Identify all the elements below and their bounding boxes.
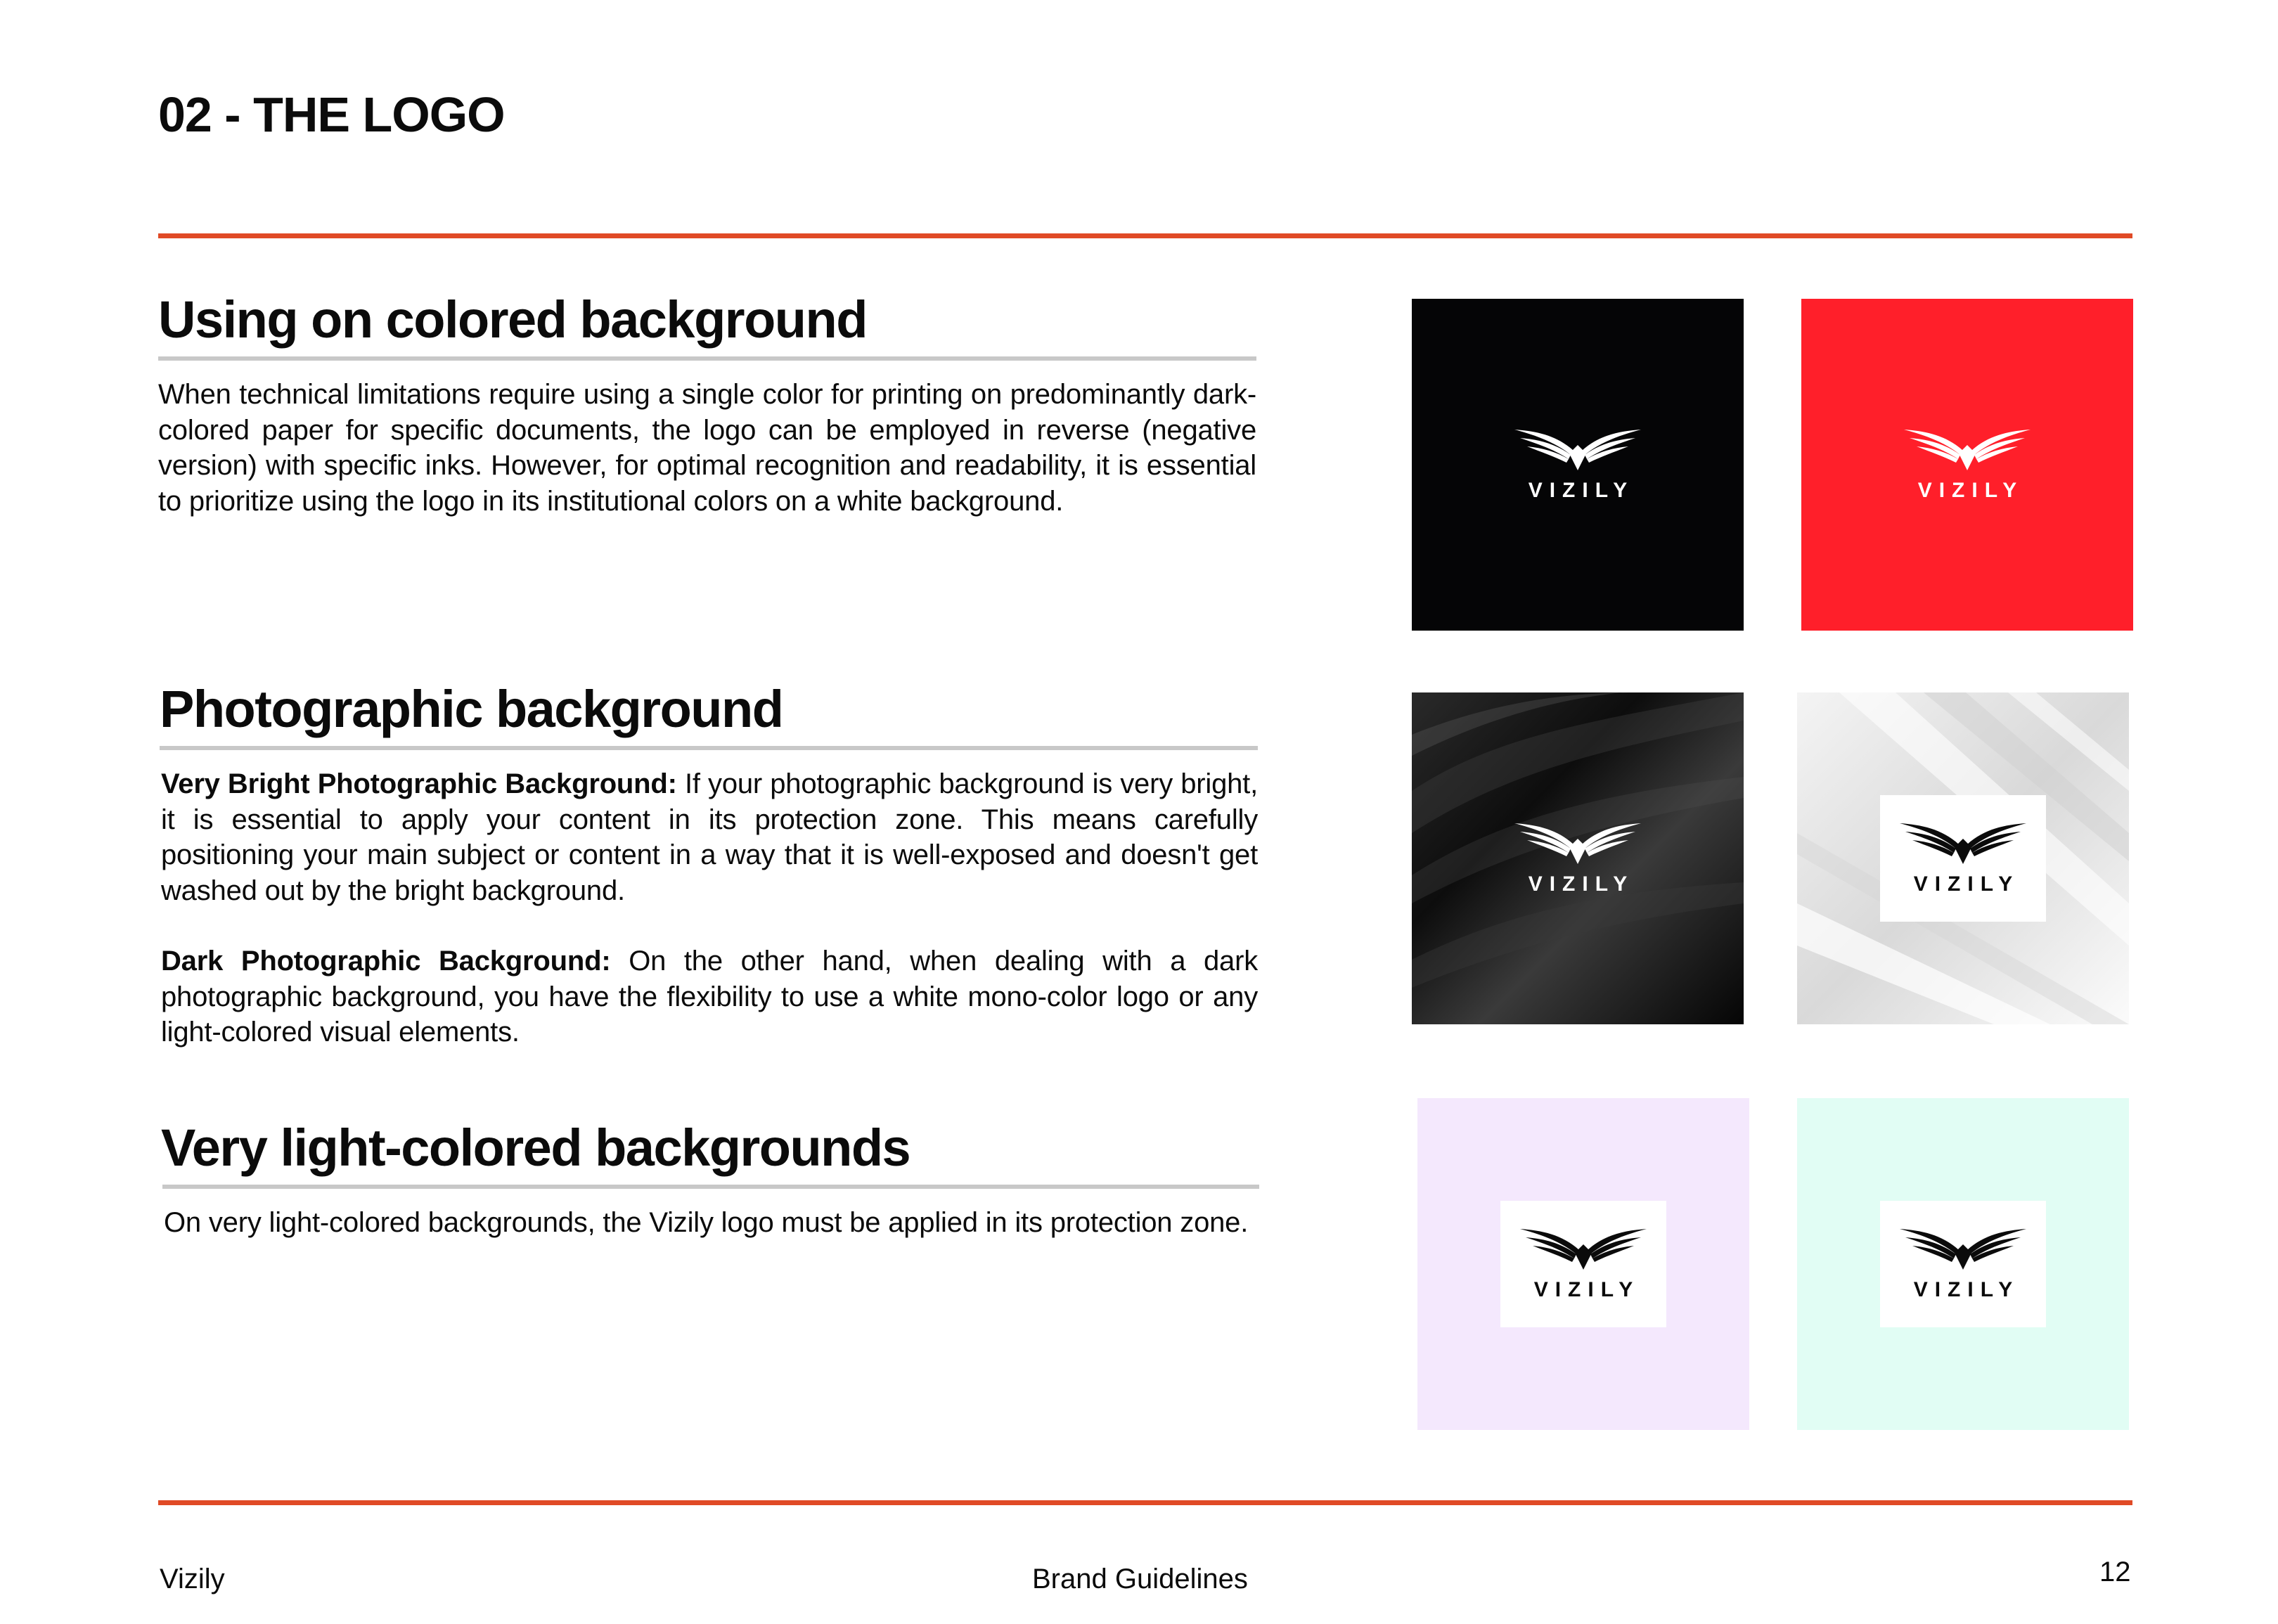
wings-emblem-icon xyxy=(1899,820,2027,864)
logo-wordmark: VIZILY xyxy=(1917,479,2024,502)
wings-emblem-icon xyxy=(1899,1226,2027,1270)
section-divider xyxy=(158,356,1256,361)
section-body-bright-photo xyxy=(161,766,1258,908)
vizily-logo xyxy=(1514,427,1642,501)
vizily-logo xyxy=(1899,820,2027,895)
wings-emblem-icon xyxy=(1514,820,1642,864)
footer-brand: Vizily xyxy=(160,1564,225,1594)
logo-tile-mint xyxy=(1797,1098,2129,1430)
logo-wordmark: VIZILY xyxy=(1533,1278,1640,1301)
logo-tile-lavender xyxy=(1417,1098,1749,1430)
section-body-colored-background xyxy=(158,377,1256,519)
logo-tile-bright-photo xyxy=(1797,692,2129,1024)
section-divider xyxy=(160,746,1258,750)
vizily-logo xyxy=(1514,820,1642,895)
logo-tile-black xyxy=(1412,299,1744,631)
section-body-light-backgrounds xyxy=(164,1205,1268,1241)
footer-document-title: Brand Guidelines xyxy=(1032,1564,1248,1594)
wings-emblem-icon xyxy=(1514,427,1642,470)
logo-tile-red xyxy=(1801,299,2133,631)
wings-emblem-icon xyxy=(1519,1226,1647,1270)
page-title: 02 - THE LOGO xyxy=(158,87,505,142)
logo-wordmark: VIZILY xyxy=(1528,479,1635,502)
header-divider xyxy=(158,233,2132,238)
logo-tile-dark-photo xyxy=(1412,692,1744,1024)
section-divider xyxy=(162,1185,1259,1189)
vizily-logo xyxy=(1519,1226,1647,1301)
paragraph-text: If your photographic background is very bright, it is essential to apply your content in its protection zone. This means carefully positioning your main subject or content in a way that it is well-exposed and doesn't get washed out by the bright background. xyxy=(161,768,1259,906)
paragraph-lead: Very Bright Photographic Background: xyxy=(161,768,677,799)
footer-page-number: 12 xyxy=(2099,1557,2131,1587)
section-title-photographic-background: Photographic background xyxy=(160,680,783,738)
logo-wordmark: VIZILY xyxy=(1913,872,2020,896)
vizily-logo xyxy=(1903,427,2031,501)
section-title-light-backgrounds: Very light-colored backgrounds xyxy=(161,1119,910,1177)
logo-wordmark: VIZILY xyxy=(1913,1278,2020,1301)
vizily-logo xyxy=(1899,1226,2027,1301)
logo-wordmark: VIZILY xyxy=(1528,872,1635,896)
paragraph-text: On very light-colored backgrounds, the Vizily logo must be applied in its protection zone. xyxy=(164,1207,1249,1238)
section-body-dark-photo xyxy=(161,943,1258,1050)
paragraph-lead: Dark Photographic Background: xyxy=(161,946,611,977)
section-title-colored-background: Using on colored background xyxy=(158,290,867,349)
wings-emblem-icon xyxy=(1903,427,2031,470)
footer-divider xyxy=(158,1500,2132,1505)
paragraph-text: When technical limitations require using a single color for printing on predominantly dark-colored paper for specific documents, the logo can be employed in reverse (negative version) with specific inks. However, for optimal recognition and readability, it is essential to prioritize using the logo in its institutional colors on a white background. xyxy=(158,379,1256,517)
paragraph-text: On the other hand, when dealing with a dark photographic background, you have the flexibility to use a white mono-color logo or any light-colored visual elements. xyxy=(161,946,1259,1048)
